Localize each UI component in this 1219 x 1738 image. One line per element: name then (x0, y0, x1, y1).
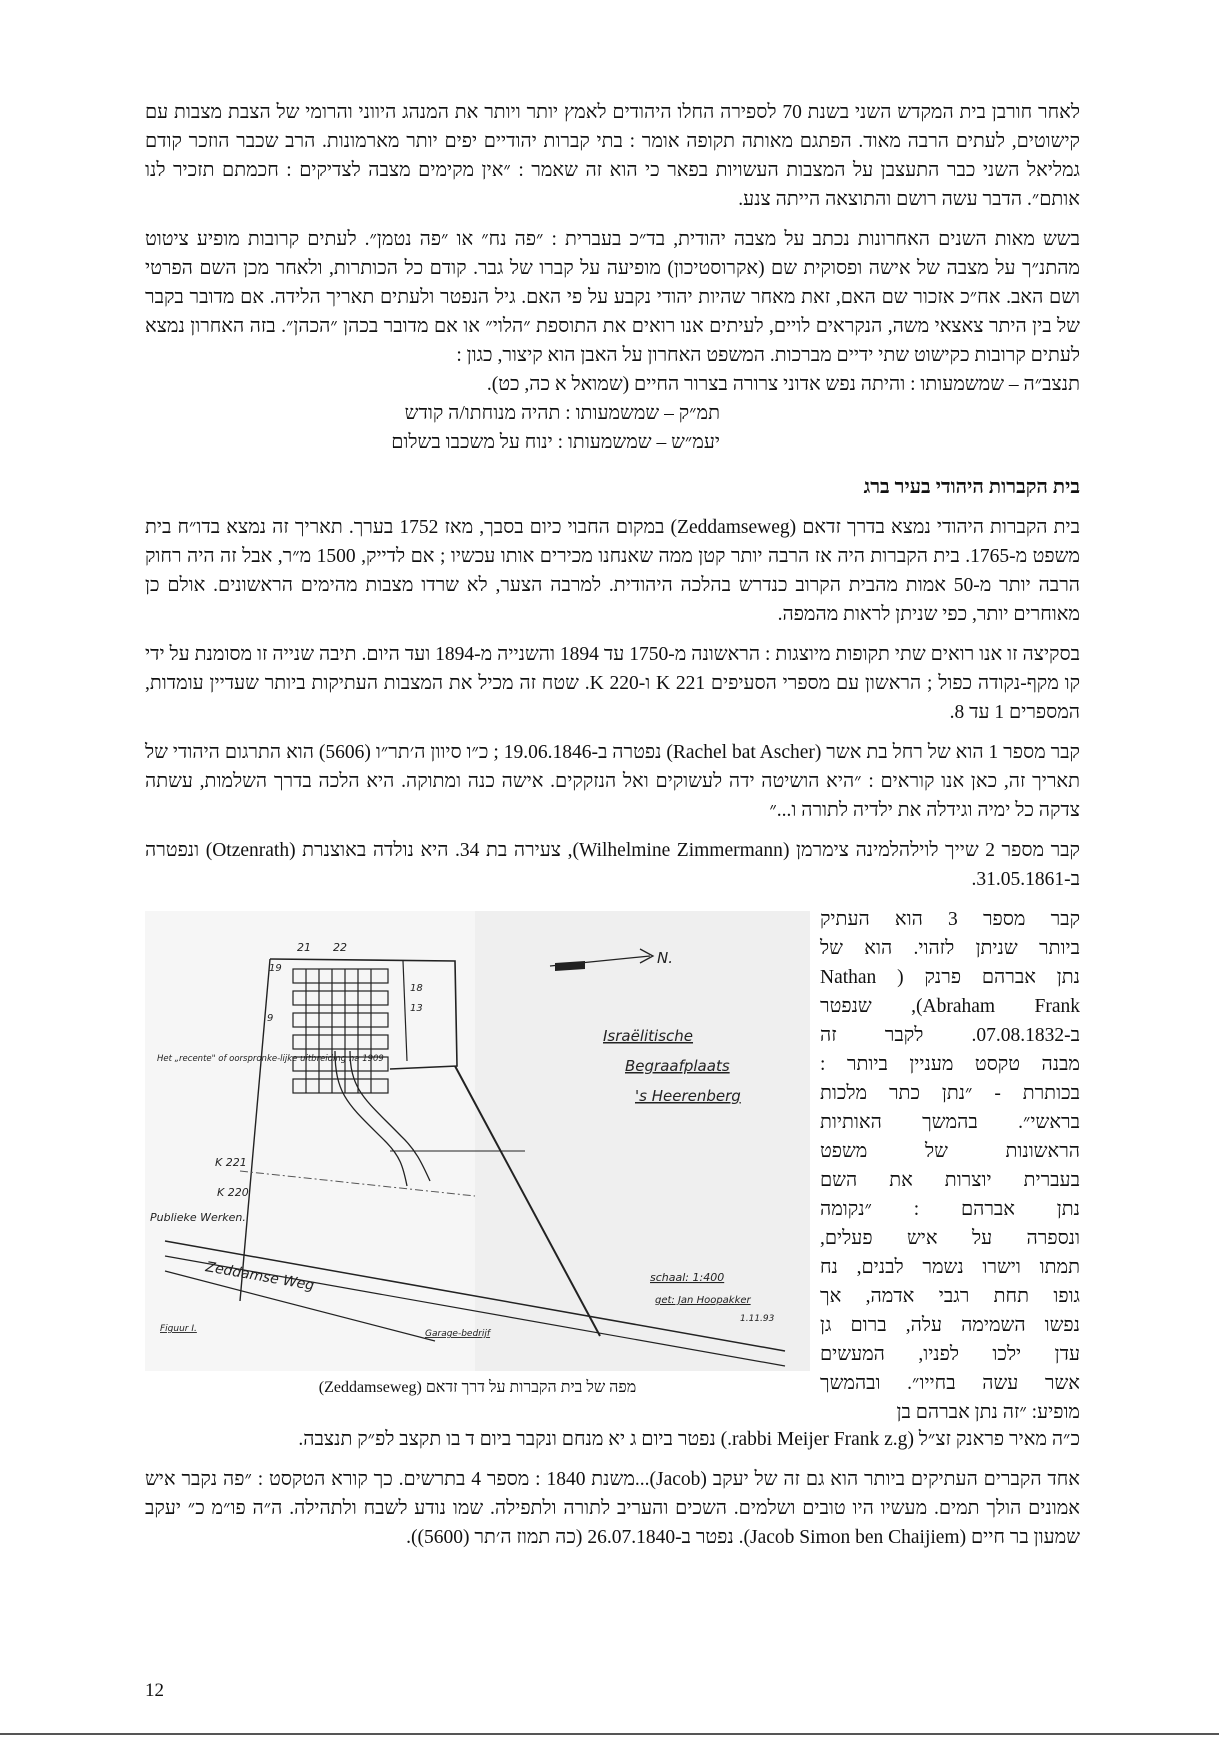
label-21: 21 (297, 941, 311, 954)
section-heading: בית הקברות היהודי בעיר ברג (863, 476, 1080, 498)
cemetery-map-figure (145, 911, 810, 1397)
grave-3-sidebar-text (820, 905, 1080, 1427)
abbreviation-tantsava: תנצב״ה – שמשמעותו : והיתה נפש אדוני צרורה בצרור החיים (שמואל א כה, כט). (486, 374, 1080, 395)
map-faded-region (475, 911, 810, 1371)
figure-with-sidebar (145, 905, 1080, 1425)
label-19: 19 (269, 963, 282, 974)
page-number: 12 (145, 1680, 164, 1701)
label-drawn-by: get: Jan Hoopakker (655, 1295, 751, 1306)
sidebar-line: הראשונות של משפט (820, 1141, 1080, 1162)
sidebar-line: קבר מספר 3 הוא העתיק (820, 909, 1080, 930)
north-label: N. (657, 949, 673, 967)
sidebar-line: גופו תחת רגבי אדמה, אך (820, 1286, 1080, 1307)
label-scale: schaal: 1:400 (650, 1271, 725, 1284)
sidebar-line: ונספרה על איש פעלים, (820, 1228, 1080, 1249)
map-title-line-1: Israëlitische (603, 1027, 694, 1045)
sidebar-line: אשר עשה בחייו״. ובהמשך (820, 1373, 1080, 1394)
paragraph-cemetery-location: בית הקברות היהודי נמצא בדרך זדאם (Zeddamseweg) במקום החבוי כיום בסבך, מאז 1752 בערך. תאריך זה נמצא בדו״ח בית משפט מ-1765. בית הקברות היה אז הרבה יותר קטן ממה שאנחנו מכירים אותו עכשיו ; אם לדייק, 1500 מ״ר, אבל זה היה רחוק הרבה יותר מ-50 אמות מהבית הקרוב כנדרש בהלכה היהודית. למרבה הצער, לא שרדו מצבות מהימים הראשונים. אולם כן מאוחרים יותר, כפי שניתן לראות מהמפה. (145, 517, 1081, 625)
paragraph-sketch-periods: בסקיצה זו אנו רואים שתי תקופות מיוצגות : הראשונה מ-1750 עד 1894 והשנייה מ-1894 ועד היום. תיבה שנייה זו מסומנת על ידי קו מקף-נקודה כפול ; הראשון עם מספרי הסעיפים K 221 ו-K 220. שטח זה מכיל את המצבות העתיקות ביותר שעדיין עומדות, המספרים 1 עד 8. (145, 644, 1081, 723)
sidebar-line: עדן ילכו לפניו, המעשים (820, 1344, 1080, 1365)
page-content (145, 98, 1080, 1563)
label-date: 1.11.93 (740, 1314, 775, 1324)
label-9: 9 (267, 1013, 274, 1024)
sidebar-line: Abraham Frank), שנפטר (820, 996, 1080, 1017)
label-extension: Het „recente" of oorspronke-lijke uitbreiding na 1909 (157, 1054, 384, 1064)
label-22: 22 (333, 941, 347, 954)
paragraph-gravestones-history: לאחר חורבן בית המקדש השני בשנת 70 לספירה החלו היהודים לאמץ יותר ויותר את המנהג היווני והרומי של הצבת מצבות עם קישוטים, לעתים הרבה מאוד. הפתגם מאותה תקופה אומר : בתי קברות יהודיים יפים יותר מארמונות. הרב שכבר הוזכר קודם גמליאל השני כבר התעצבן על המצבות העשויות בפאר כי הוא זה שאמר : ״אין מקימים מצבה לצדיקים : חכמתם תזכיר לנו אותם״. הדבר עשה רושם והתוצאה הייתה צנע. (145, 102, 1080, 210)
sidebar-line: נתן אברהם פרנק ( Nathan (820, 967, 1080, 988)
paragraph-grave-4: אחד הקברים העתיקים ביותר הוא גם זה של יעקב (Jacob)...משנת 1840 : מספר 4 בתרשים. כך קורא הטקסט : ״פה נקבר איש אמונים הולך תמים. מעשיו היו טובים ושלמים. השכים והעריב לתורה ולתפילה. שמו נודע לשבח ולתהילה. ה״ה פו״מ כ״ יעקב שמעון בר חיים (Jacob Simon ben Chaijiem). נפטר ב-26.07.1840 (כה תמוז ה׳תר (5600)). (145, 1469, 1080, 1548)
label-18: 18 (410, 983, 423, 994)
sidebar-line: נתן אברהם : ״נקומה (820, 1199, 1080, 1220)
paragraph-grave-3-continued: כ״ה מאיר פראנק זצ״ל (rabbi Meijer Frank z.g.) נפטר ביום ג יא מנחם ונקבר ביום ד בו תקצב לפ״ק תנצבה. (298, 1429, 1080, 1450)
abbreviation-yaamash: יעמ״ש – שמשמעותו : ינוח על משכבו בשלום (391, 432, 720, 453)
sidebar-line: בראשי״. בהמשך האותיות (820, 1112, 1080, 1133)
label-13: 13 (410, 1003, 423, 1014)
label-publieke-werken: Publieke Werken. (150, 1211, 246, 1224)
map-title-line-2: Begraafplaats (625, 1057, 730, 1075)
page-bottom-border (0, 1733, 1219, 1735)
sidebar-line: מבנה טקסט מעניין ביותר : (820, 1054, 1080, 1075)
label-k220: K 220 (217, 1186, 249, 1199)
label-k221: K 221 (215, 1156, 247, 1169)
label-garage: Garage-bedrijf (425, 1329, 491, 1339)
sidebar-line: מופיע: ״זה נתן אברהם בן (896, 1402, 1080, 1423)
figure-caption: מפה של בית הקברות על דרך זדאם (Zeddamseweg) (318, 1379, 637, 1396)
sidebar-line: בכותרת - ״נתן כתר מלכות (820, 1083, 1080, 1104)
label-figure-no: Figuur I. (160, 1324, 197, 1334)
cemetery-map (145, 911, 810, 1371)
sidebar-line: תמתו וישרו נשמר לבנים, נח (820, 1257, 1080, 1278)
paragraph-grave-1: קבר מספר 1 הוא של רחל בת אשר (Rachel bat Ascher) נפטרה ב-19.06.1846 ; כ״ו סיוון ה׳תר״ו (5606) הוא התרגום היהודי של תאריך זה, כאן אנו קוראים : ״היא הושיטה ידה לעשוקים ואל הנזקקים. אישה כנה ומתוקה. היא הלכה בדרך השלמות, עשתה צדקה כל ימיה וגידלה את ילדיה לתורה ו...״ (145, 742, 1080, 821)
sidebar-line: בעברית יוצרות את השם (820, 1170, 1080, 1191)
map-drawing (145, 911, 810, 1371)
sidebar-line: ב-07.08.1832. לקבר זה (820, 1025, 1080, 1046)
sidebar-line: נפשו השמימה עלה, ברום גן (820, 1315, 1080, 1336)
map-title-line-3: 's Heerenberg (635, 1087, 741, 1105)
paragraph-inscriptions: בשש מאות השנים האחרונות נכתב על מצבה יהודית, בד״כ בעברית : ״פה נח״ או ״פה נטמן״. לעתים קרובות מופיע ציטוט מהתנ״ך על מצבה של אישה ופסוקית שם (אקרוסטיכון) מופיעה על קברו של גבר. קודם כל הכותרות, ולאחר מכן השם הפרטי ושם האב. אח״כ אזכור שם האם, זאת מאחר שהיות יהודי נקבע על פי האם. גיל הנפטר ולעתים תאריך הלידה. אם מדובר בקבר של בין היתר צאצאי משה, הנקראים לויים, לעיתים אנו רואים את התוספת ״הלוי״ או אם מדובר בכהן ״הכהן״. בזה האחרון נמצא לעתים קרובות כקישוט שתי ידיים מברכות. המשפט האחרון על האבן הוא קיצור, כגון : (145, 229, 1080, 366)
label-road: Zeddamse Weg (204, 1259, 316, 1295)
paragraph-grave-2: קבר מספר 2 שייך לוילהלמינה צימרמן (Wilhelmine Zimmermann), צעירה בת 34. היא נולדה באוצנרת (Otzenrath) ונפטרה ב-31.05.1861. (145, 840, 1080, 890)
sidebar-line: ביותר שניתן לזהוי. הוא של (820, 938, 1080, 959)
abbreviation-tamak: תמ״ק – שמשמעותו : תהיה מנוחתו/ה קודש (404, 403, 720, 424)
